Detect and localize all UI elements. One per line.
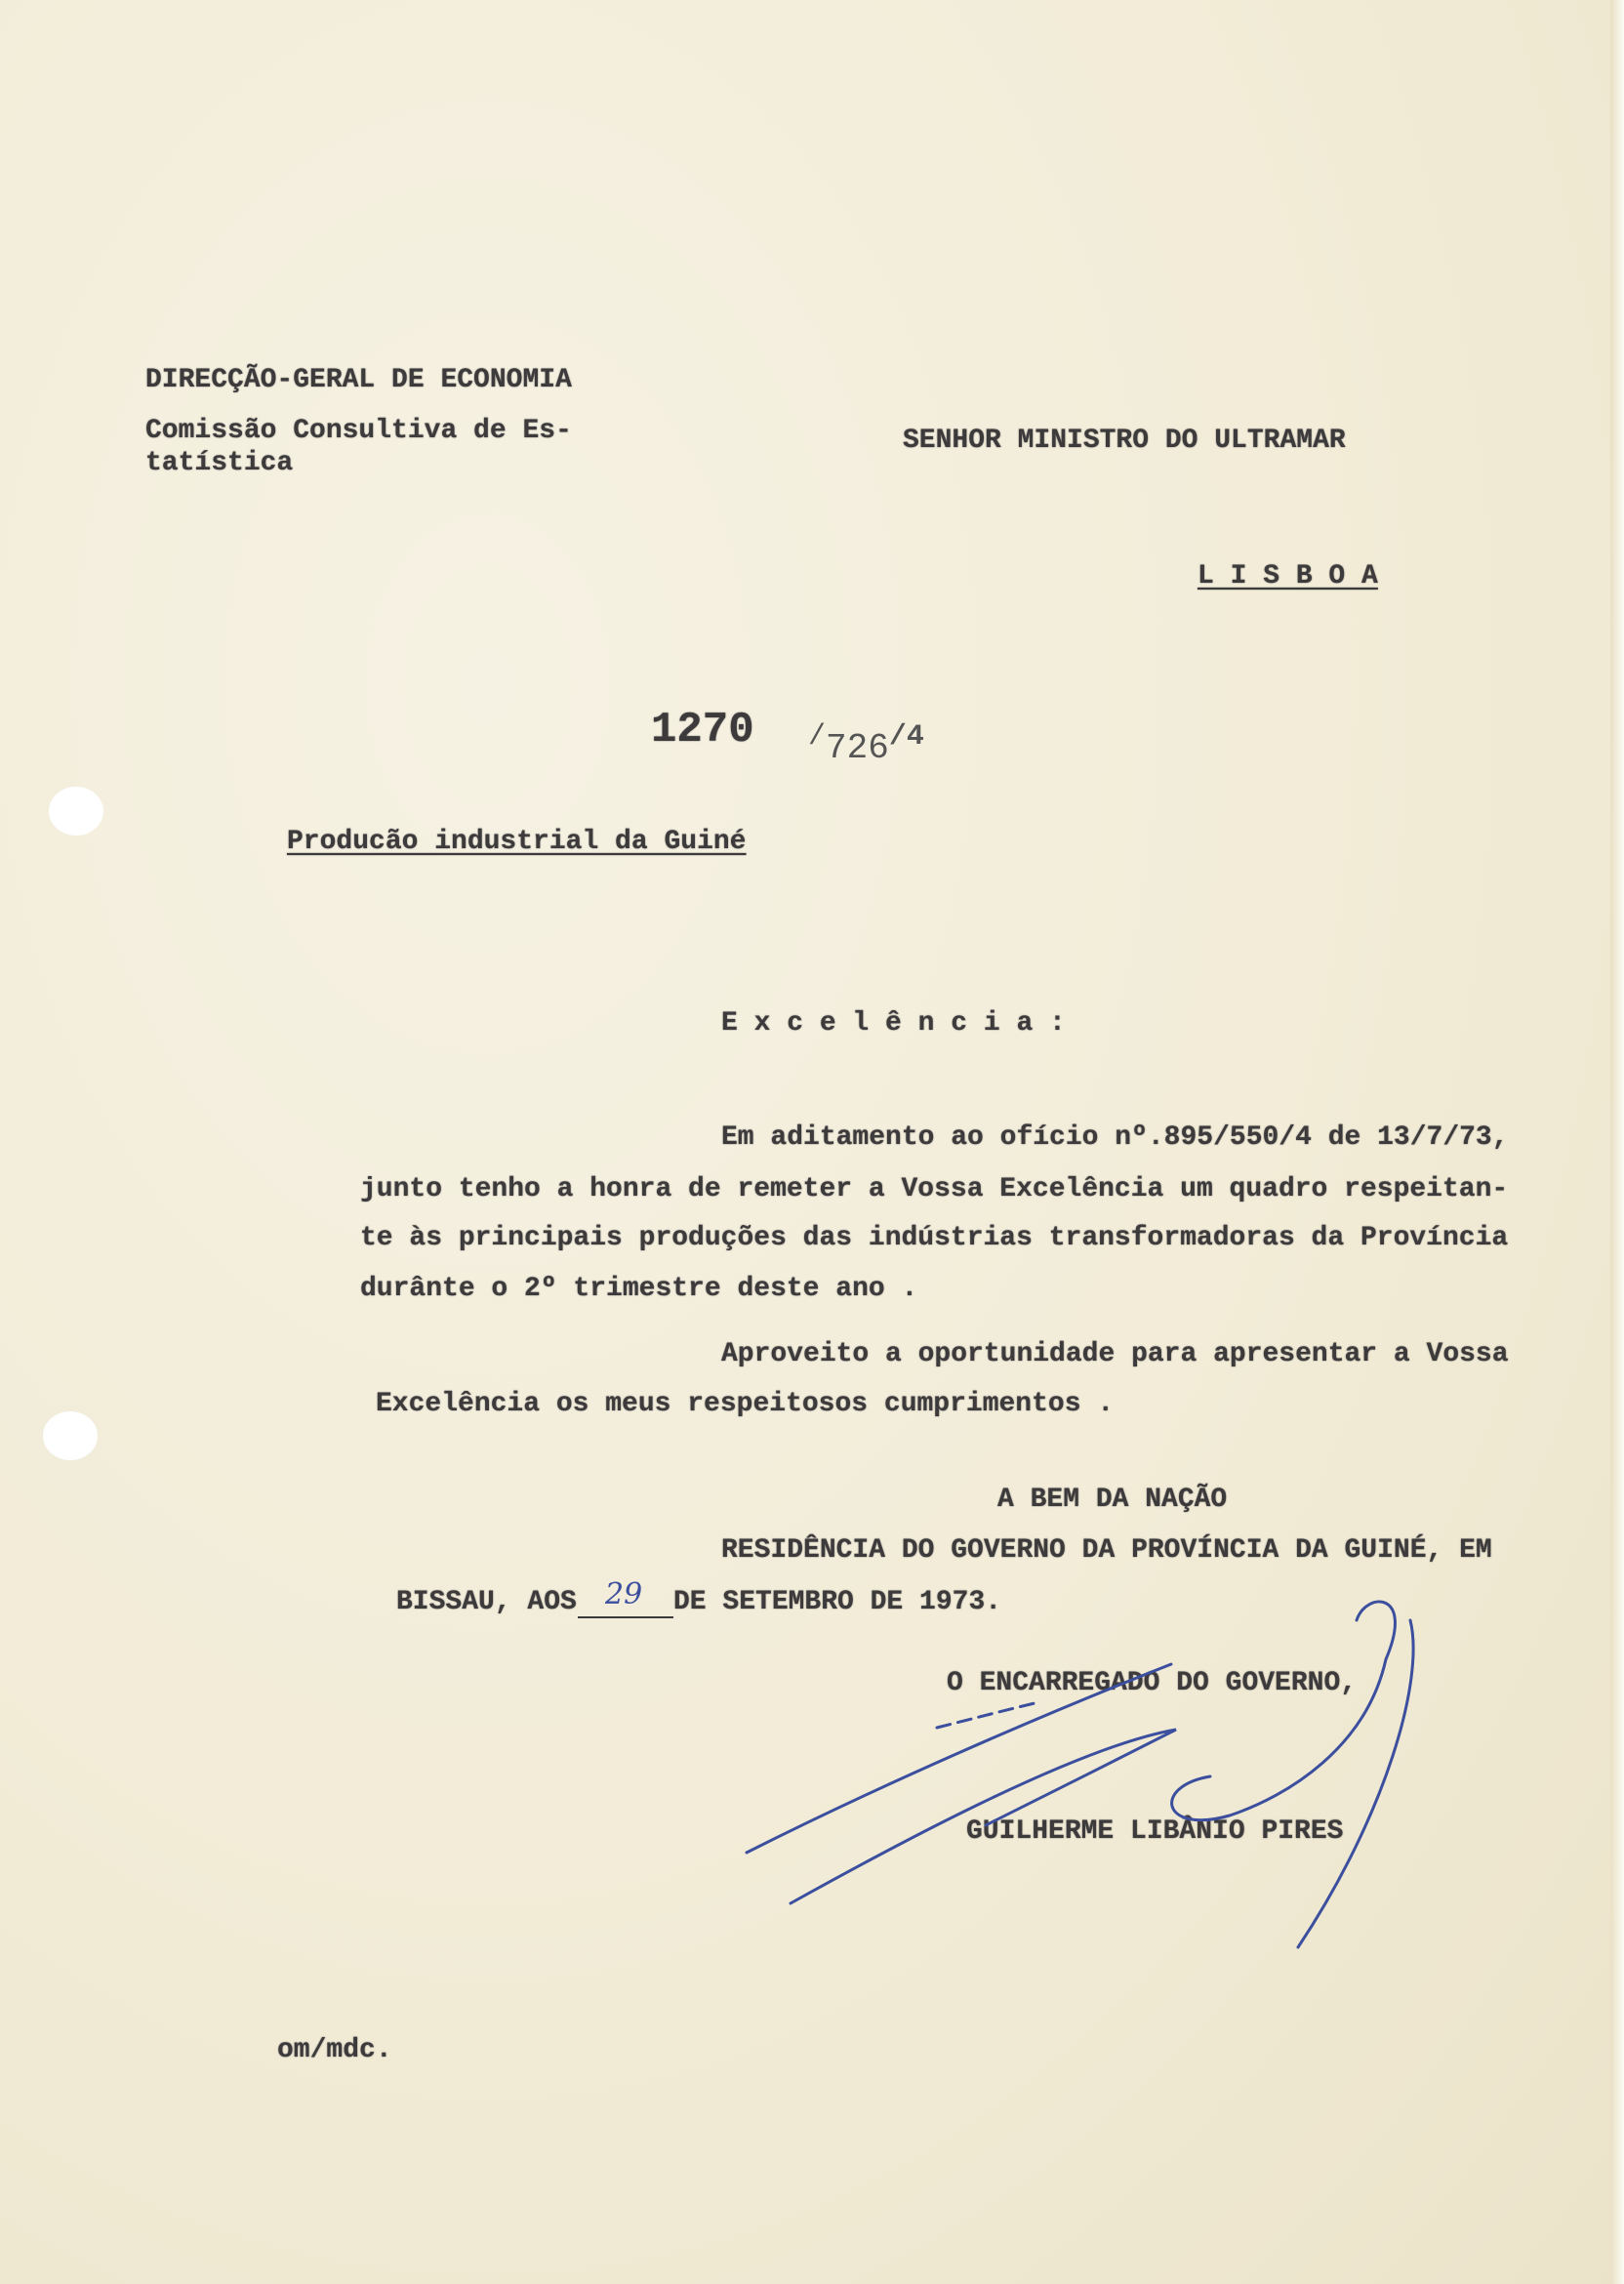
body-line: Excelência os meus respeitosos cumprimentos . bbox=[376, 1389, 1115, 1419]
signature-stroke bbox=[791, 1730, 1176, 1903]
date-day-handwritten: 29 bbox=[605, 1577, 643, 1611]
commission-line-1: Comissão Consultiva de Es- bbox=[145, 416, 572, 446]
residence-line: RESIDÊNCIA DO GOVERNO DA PROVÍNCIA DA GUINÉ, EM bbox=[721, 1535, 1492, 1566]
typist-initials: om/mdc. bbox=[277, 2035, 392, 2065]
body-line: Em aditamento ao ofício nº.895/550/4 de 13/7/73, bbox=[721, 1122, 1509, 1153]
department-heading: DIRECÇÃO-GERAL DE ECONOMIA bbox=[145, 365, 572, 395]
stamp-prefix: / bbox=[808, 720, 827, 754]
body-line: Aproveito a oportunidade para apresentar a Vossa bbox=[721, 1339, 1509, 1369]
commission-line-2: tatística bbox=[145, 448, 294, 478]
addressee: SENHOR MINISTRO DO ULTRAMAR bbox=[903, 426, 1346, 456]
stamp-suffix: /4 bbox=[888, 720, 924, 754]
body-line: durânte o 2º trimestre deste ano . bbox=[360, 1274, 918, 1304]
body-line: te às principais produções das indústrias transformadoras da Província bbox=[360, 1223, 1509, 1253]
reference-number: 1270 bbox=[651, 706, 754, 755]
signatory-name: GUILHERME LIBÂNIO PIRES bbox=[966, 1816, 1344, 1847]
city: L I S B O A bbox=[1198, 561, 1378, 591]
date-suffix: DE SETEMBRO DE 1973. bbox=[673, 1587, 1002, 1617]
body-line: junto tenho a honra de remeter a Vossa Excelência um quadro respeitan- bbox=[360, 1174, 1509, 1204]
subject: Producão industrial da Guiné bbox=[287, 827, 747, 857]
signatory-title: O ENCARREGADO DO GOVERNO, bbox=[947, 1668, 1358, 1698]
stamp-number: 726 bbox=[826, 728, 889, 768]
signature-stroke bbox=[937, 1703, 1035, 1728]
signature-stroke bbox=[1172, 1602, 1396, 1820]
signature-stroke bbox=[747, 1664, 1171, 1853]
date-prefix: BISSAU, AOS bbox=[396, 1587, 577, 1617]
closing-motto: A BEM DA NAÇÃO bbox=[997, 1485, 1228, 1515]
signature-stroke bbox=[1298, 1620, 1413, 1947]
salutation: E x c e l ê n c i a : bbox=[721, 1008, 1066, 1039]
